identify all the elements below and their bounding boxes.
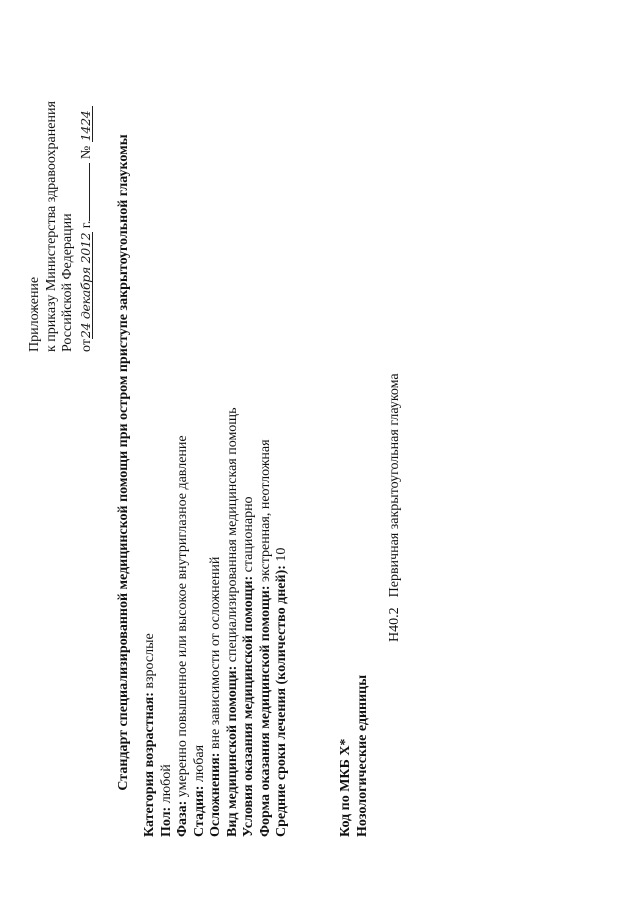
appendix-heading: Приложение [27,276,42,352]
parameters-block [142,408,291,837]
param-label: Стадия: [191,785,207,837]
appendix-order-line [77,101,96,352]
param-care-conditions [241,408,258,837]
icd-code-heading: Код по МКБ X* [338,738,353,837]
param-value: специализированная медицинская помощь [224,407,240,663]
appendix-block [27,101,95,352]
param-treatment-duration [274,408,291,837]
param-phase [175,408,192,837]
param-value: экстренная, неотложная [257,439,273,582]
param-label: Вид медицинской помощи: [224,665,240,837]
order-prefix: от [78,339,94,352]
param-complications [208,408,225,837]
appendix-order-ref: к приказу Министерства здравоохранения [43,101,59,352]
param-value: вне зависимости от осложнений [208,556,223,750]
icd-code: H40.2 [387,607,402,642]
param-label: Фаза: [175,800,190,837]
handwritten-date: 24 декабря 2012 [77,232,93,339]
param-label: Осложнения: [208,752,223,837]
appendix-country: Российской Федерации [60,213,75,352]
param-value: любая [191,744,207,783]
param-label: Форма оказания медицинской помощи: [257,585,273,837]
nosology-heading: Нозологические единицы [354,674,370,837]
order-year-suffix: г. [78,220,94,229]
param-label: Категория возрастная: [142,692,157,837]
underline-blank [77,163,90,221]
document-title: Стандарт специализированной медицинской помощи при остром приступе закрытоугольной глаукомы [116,134,131,791]
param-care-type [225,408,242,837]
param-care-form [258,408,275,837]
order-number-sign: № [78,145,94,160]
handwritten-order-number: 1424 [79,106,93,142]
param-sex [159,408,176,837]
param-value: 10 [274,547,289,562]
param-label: Пол: [158,806,174,837]
param-label: Средние сроки лечения (количество дней): [274,565,289,837]
param-age-category [142,408,159,837]
param-stage [192,408,209,837]
param-value: взрослые [142,633,157,689]
param-label: Условия оказания медицинской помощи: [241,575,256,837]
param-value: стационарно [241,496,256,573]
param-value: умеренно повышенное или высокое внутриглазное давление [175,435,190,798]
icd-headings [338,675,371,837]
icd-entry [387,373,404,642]
param-value: любой [158,764,174,804]
icd-diagnosis-name: Первичная закрытоугольная глаукома [387,373,402,598]
